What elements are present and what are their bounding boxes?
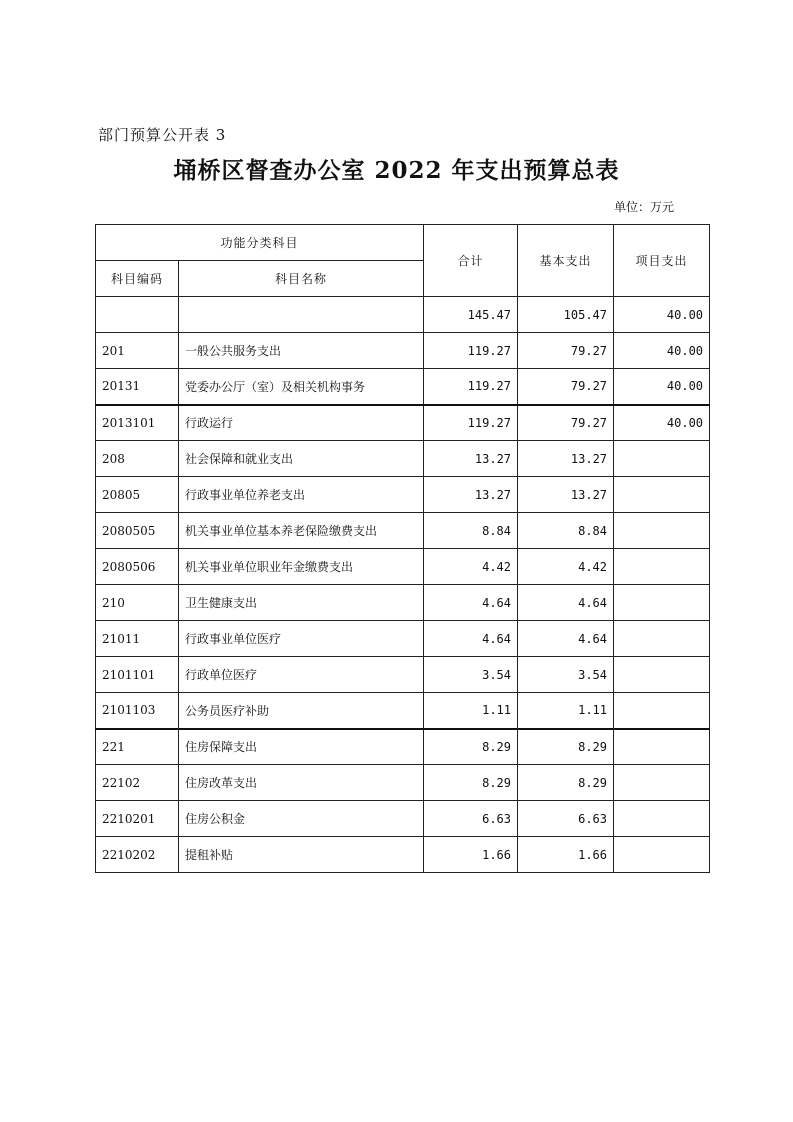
table-row	[96, 657, 710, 693]
cell-basic: 1.11	[518, 693, 614, 729]
cell-code: 210	[96, 585, 179, 621]
cell-code: 2210202	[96, 837, 179, 873]
table-row	[96, 549, 710, 585]
cell-name: 一般公共服务支出	[179, 333, 424, 369]
cell-total: 119.27	[424, 369, 518, 405]
cell-code	[96, 297, 179, 333]
cell-basic: 4.42	[518, 549, 614, 585]
cell-name: 机关事业单位职业年金缴费支出	[179, 549, 424, 585]
cell-total: 4.64	[424, 585, 518, 621]
cell-name: 住房改革支出	[179, 765, 424, 801]
cell-total: 13.27	[424, 477, 518, 513]
table-row	[96, 621, 710, 657]
table-row	[96, 405, 710, 441]
table-row	[96, 477, 710, 513]
header-function-group: 功能分类科目	[96, 225, 424, 261]
cell-project	[614, 621, 710, 657]
unit-note: 单位：万元	[614, 200, 675, 214]
table-row	[96, 513, 710, 549]
cell-total: 8.84	[424, 513, 518, 549]
cell-total: 8.29	[424, 765, 518, 801]
cell-project	[614, 513, 710, 549]
cell-code: 2210201	[96, 801, 179, 837]
cell-basic: 8.84	[518, 513, 614, 549]
table-row	[96, 297, 710, 333]
cell-project	[614, 477, 710, 513]
cell-total: 119.27	[424, 405, 518, 441]
cell-code: 20131	[96, 369, 179, 405]
cell-project: 40.00	[614, 369, 710, 405]
table-row	[96, 333, 710, 369]
cell-name: 住房保障支出	[179, 729, 424, 765]
cell-code: 2080505	[96, 513, 179, 549]
header-total: 合计	[424, 225, 518, 297]
cell-code: 221	[96, 729, 179, 765]
cell-project: 40.00	[614, 297, 710, 333]
cell-total: 1.11	[424, 693, 518, 729]
header-name: 科目名称	[179, 261, 424, 297]
cell-total: 13.27	[424, 441, 518, 477]
cell-code: 21011	[96, 621, 179, 657]
table-row	[96, 837, 710, 873]
cell-basic: 3.54	[518, 657, 614, 693]
cell-name: 行政运行	[179, 405, 424, 441]
cell-basic: 79.27	[518, 333, 614, 369]
cell-code: 20805	[96, 477, 179, 513]
cell-name: 卫生健康支出	[179, 585, 424, 621]
cell-basic: 79.27	[518, 369, 614, 405]
cell-name: 公务员医疗补助	[179, 693, 424, 729]
cell-project	[614, 801, 710, 837]
cell-code: 201	[96, 333, 179, 369]
cell-name	[179, 297, 424, 333]
cell-basic: 6.63	[518, 801, 614, 837]
table-row	[96, 369, 710, 405]
cell-code: 2080506	[96, 549, 179, 585]
cell-total: 3.54	[424, 657, 518, 693]
table-row	[96, 585, 710, 621]
cell-project	[614, 441, 710, 477]
cell-project	[614, 729, 710, 765]
cell-project	[614, 585, 710, 621]
cell-basic: 8.29	[518, 765, 614, 801]
cell-basic: 8.29	[518, 729, 614, 765]
cell-total: 8.29	[424, 729, 518, 765]
cell-project	[614, 765, 710, 801]
cell-name: 社会保障和就业支出	[179, 441, 424, 477]
cell-total: 6.63	[424, 801, 518, 837]
header-code: 科目编码	[96, 261, 179, 297]
table-row	[96, 693, 710, 729]
cell-name: 行政事业单位养老支出	[179, 477, 424, 513]
cell-basic: 4.64	[518, 585, 614, 621]
header-project: 项目支出	[614, 225, 710, 297]
cell-total: 119.27	[424, 333, 518, 369]
cell-basic: 1.66	[518, 837, 614, 873]
cell-name: 行政事业单位医疗	[179, 621, 424, 657]
cell-project	[614, 549, 710, 585]
cell-total: 4.42	[424, 549, 518, 585]
budget-table	[95, 224, 710, 873]
header-basic: 基本支出	[518, 225, 614, 297]
cell-total: 4.64	[424, 621, 518, 657]
cell-project	[614, 837, 710, 873]
cell-code: 22102	[96, 765, 179, 801]
cell-total: 1.66	[424, 837, 518, 873]
cell-basic: 79.27	[518, 405, 614, 441]
cell-code: 2101103	[96, 693, 179, 729]
cell-name: 行政单位医疗	[179, 657, 424, 693]
cell-basic: 105.47	[518, 297, 614, 333]
cell-basic: 4.64	[518, 621, 614, 657]
cell-project: 40.00	[614, 405, 710, 441]
cell-name: 党委办公厅（室）及相关机构事务	[179, 369, 424, 405]
table-body	[96, 297, 710, 873]
cell-code: 2101101	[96, 657, 179, 693]
document-label: 部门预算公开表 3	[98, 126, 227, 144]
table-row	[96, 801, 710, 837]
cell-project	[614, 693, 710, 729]
page-title: 埇桥区督查办公室 2022 年支出预算总表	[173, 157, 620, 184]
cell-name: 住房公积金	[179, 801, 424, 837]
cell-name: 机关事业单位基本养老保险缴费支出	[179, 513, 424, 549]
cell-name: 提租补贴	[179, 837, 424, 873]
cell-basic: 13.27	[518, 441, 614, 477]
table-row	[96, 441, 710, 477]
cell-code: 2013101	[96, 405, 179, 441]
cell-project	[614, 657, 710, 693]
cell-code: 208	[96, 441, 179, 477]
cell-project: 40.00	[614, 333, 710, 369]
cell-basic: 13.27	[518, 477, 614, 513]
cell-total: 145.47	[424, 297, 518, 333]
table-row	[96, 729, 710, 765]
table-row	[96, 765, 710, 801]
